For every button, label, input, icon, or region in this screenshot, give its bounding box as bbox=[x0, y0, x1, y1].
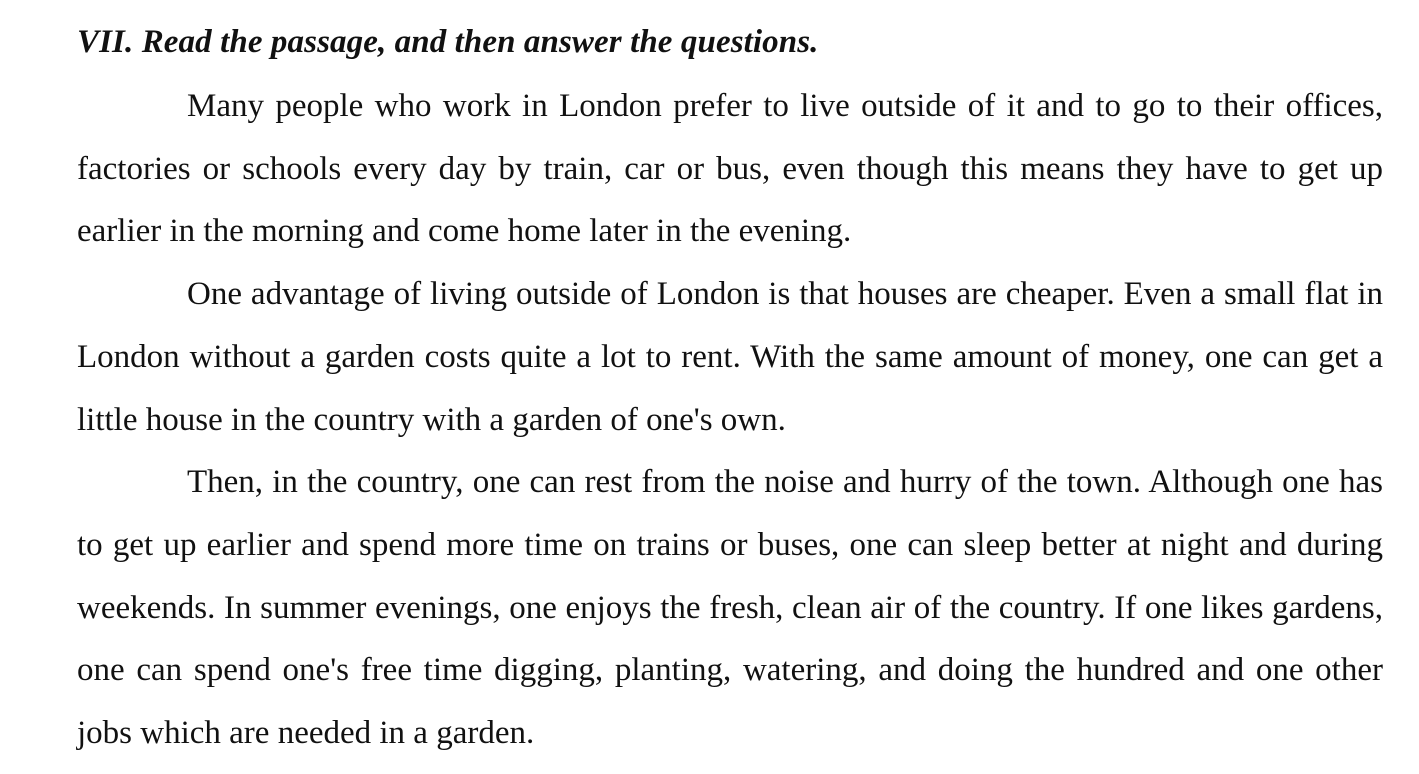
reading-passage-section bbox=[77, 18, 1383, 765]
passage-paragraph-3: Then, in the country, one can rest from the noise and hurry of the town. Although one has to get up earlier and spend more time on trains or buses, one can sleep better at night and during weekends. In summer evenings, one enjoys the fresh, clean air of the country. If one likes gardens, one can spend one's free time digging, planting, watering, and doing the hundred and one other jobs which are needed in a garden. bbox=[77, 464, 1383, 752]
passage-paragraph-1: Many people who work in London prefer to live outside of it and to go to their offices, factories or schools every day by train, car or bus, even though this means they have to get up earlier in the morning and come home later in the evening. bbox=[77, 88, 1383, 250]
passage-paragraph-2: One advantage of living outside of London is that houses are cheaper. Even a small flat in London without a garden costs quite a lot to rent. With the same amount of money, one can get a little house in the country with a garden of one's own. bbox=[77, 276, 1383, 438]
section-heading: VII. Read the passage, and then answer the questions. bbox=[77, 24, 819, 60]
